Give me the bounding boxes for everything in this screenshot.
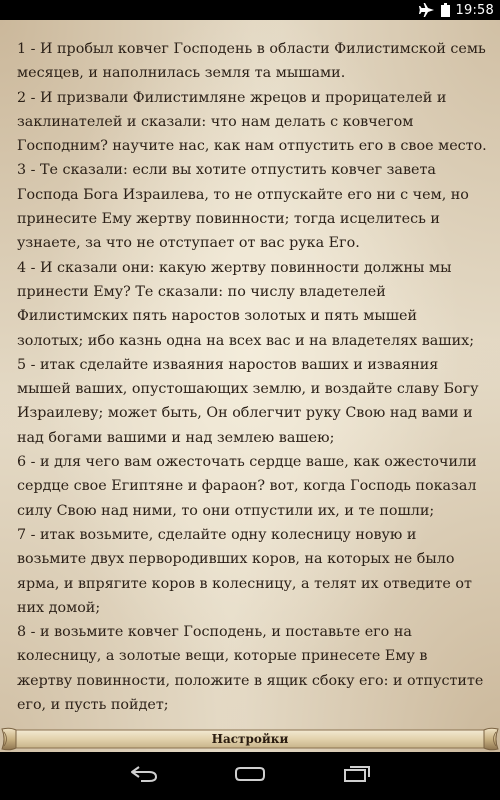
settings-label: Настройки: [211, 732, 289, 746]
verse-1: 1 - И пробыл ковчег Господень в области Филистимской семь месяцев, и наполнилась земля та мышами.: [17, 41, 486, 82]
verse-list: [17, 37, 487, 717]
reading-area[interactable]: [0, 20, 500, 752]
status-bar: [0, 0, 500, 20]
verse-8: 8 - и возьмите ковчег Господень, и поставьте его на колесницу, а золотые вещи, которые принесете Ему в жертву повинности, положите в ящик сбоку его: и отпустите его, и пусть пойдет;: [17, 624, 484, 714]
status-time: 19:58: [455, 2, 494, 18]
verse-5: 5 - итак сделайте изваяния наростов ваших и изваяния мышей ваших, опустошающих землю, и воздайте славу Богу Израилеву; может быть, Он облегчит руку Свою над вами и над богами вашими и над землею вашею;: [17, 356, 479, 446]
verse-6: 6 - и для чего вам ожесточать сердце ваше, как ожесточили сердце свое Египтяне и фараон? вот, когда Господь показал силу Свою над ними, то они отпустили их, и те пошли;: [17, 454, 477, 519]
home-icon: [234, 766, 266, 787]
settings-button[interactable]: [0, 726, 500, 752]
airplane-mode-icon: [419, 3, 435, 17]
verse-7: 7 - итак возьмите, сделайте одну колесницу новую и возьмите двух первородивших коров, на которых не было ярма, и впрягите коров в колесницу, а телят их отведите от них домой;: [17, 526, 472, 616]
verse-4: 4 - И сказали они: какую жертву повинности должны мы принести Ему? Те сказали: по числу владетелей Филистимских пять наростов золотых и пять мышей золотых; ибо казнь одна на всех вас и на владетелях ваших;: [17, 259, 475, 349]
navigation-bar: [0, 752, 500, 800]
back-button[interactable]: [124, 764, 164, 788]
verse-3: 3 - Те сказали: если вы хотите отпустить ковчег завета Господа Бога Израилева, то не отпускайте его ни с чем, но принесите Ему жертву повинности; тогда исцелитесь и узнаете, за что не отступает от вас рука Его.: [17, 162, 469, 252]
status-right: [419, 0, 494, 20]
battery-icon: [441, 3, 450, 17]
home-button[interactable]: [230, 764, 270, 788]
verse-2: 2 - И призвали Филистимляне жрецов и прорицателей и заклинателей и сказали: что нам делать с ковчегом Господним? научите нас, как нам отпустить его в свое место.: [17, 89, 487, 155]
recent-apps-button[interactable]: [337, 764, 377, 788]
back-icon: [129, 765, 159, 788]
recent-apps-icon: [342, 765, 372, 788]
